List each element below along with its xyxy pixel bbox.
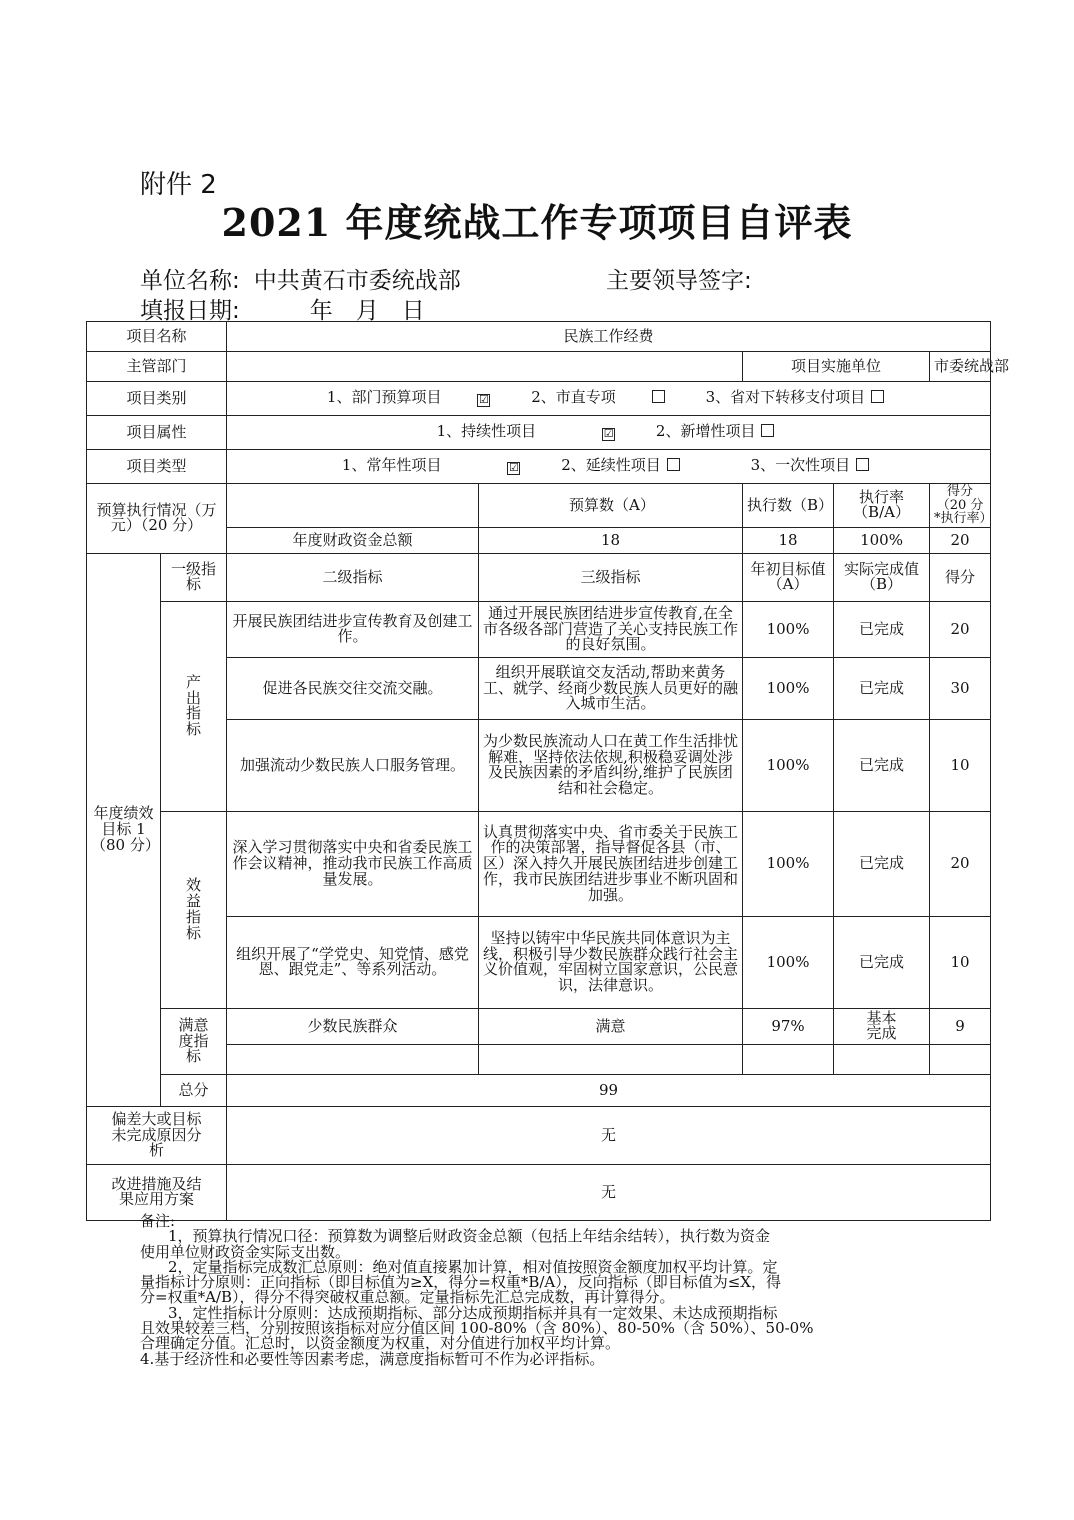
level2-cell: 深入学习贯彻落实中央和省委民族工作会议精神，推动我市民族工作高质量发展。 bbox=[227, 811, 479, 916]
remarks-heading: 备注: bbox=[140, 1212, 176, 1230]
table-row bbox=[87, 601, 991, 657]
category-option-3: 3、省对下转移支付项目 bbox=[705, 388, 866, 406]
output-indicator-label: 产出指标 bbox=[161, 601, 227, 811]
improvement-value: 无 bbox=[227, 1164, 991, 1220]
budget-label: 预算执行情况（万元）（20 分） bbox=[87, 484, 227, 554]
category-label: 项目类别 bbox=[87, 382, 227, 416]
score-cell: 10 bbox=[930, 916, 991, 1008]
budget-col-a: 预算数（A） bbox=[479, 484, 743, 528]
remarks bbox=[140, 1214, 940, 1367]
attr-options bbox=[227, 416, 991, 450]
improvement-label: 改进措施及结果应用方案 bbox=[87, 1164, 227, 1220]
date-label: 填报日期: bbox=[140, 298, 240, 324]
checkbox-checked-icon[interactable]: ☑ bbox=[509, 461, 519, 474]
level2-cell: 组织开展了“学党史、知党情、感党恩、跟党走”、等系列活动。 bbox=[227, 916, 479, 1008]
date-value: 年 月 日 bbox=[309, 298, 425, 324]
impl-unit-label: 项目实施单位 bbox=[743, 352, 930, 382]
remarks-line: 3，定性指标计分原则：达成预期指标、部分达成预期指标并具有一定效果、未达成预期指标 bbox=[168, 1303, 778, 1322]
remarks-line: 4.基于经济性和必要性等因素考虑，满意度指标暂可不作为必评指标。 bbox=[140, 1349, 605, 1368]
project-name-value: 民族工作经费 bbox=[227, 322, 991, 352]
header-level2: 二级指标 bbox=[227, 553, 479, 601]
type-options bbox=[227, 450, 991, 484]
attachment-label: 附件 2 bbox=[140, 170, 217, 200]
level2-cell: 促进各民族交往交流交融。 bbox=[227, 657, 479, 719]
actual-cell: 已完成 bbox=[834, 657, 930, 719]
checkbox-empty-icon[interactable] bbox=[871, 390, 884, 403]
level3-cell: 组织开展联谊交友活动,帮助来黄务工、就学、经商少数民族人员更好的融入城市生活。 bbox=[479, 657, 743, 719]
score-cell: 20 bbox=[930, 811, 991, 916]
level3-cell: 坚持以铸牢中华民族共同体意识为主线，积极引导少数民族群众践行社会主义价值观，牢固树立国家意识，公民意识，法律意识。 bbox=[479, 916, 743, 1008]
empty-cell bbox=[479, 1044, 743, 1074]
budget-col-score: 得分（20 分*执行率） bbox=[930, 484, 991, 528]
budget-rate-value: 100% bbox=[834, 527, 930, 553]
attr-option-1: 1、持续性项目 bbox=[436, 422, 537, 440]
actual-cell: 基本完成 bbox=[834, 1008, 930, 1044]
budget-blank bbox=[227, 484, 479, 528]
level2-cell: 加强流动少数民族人口服务管理。 bbox=[227, 719, 479, 811]
level2-cell: 少数民族群众 bbox=[227, 1008, 479, 1044]
unit-value: 中共黄石市委统战部 bbox=[253, 268, 461, 294]
dept-value bbox=[227, 352, 743, 382]
remarks-line: 使用单位财政资金实际支出数。 bbox=[140, 1242, 351, 1261]
benefit-indicator-label: 效益指标 bbox=[161, 811, 227, 1008]
deviation-value: 无 bbox=[227, 1106, 991, 1164]
document-title: 2021 年度统战工作专项项目自评表 bbox=[221, 200, 853, 245]
checkbox-empty-icon[interactable] bbox=[667, 458, 680, 471]
level3-cell: 认真贯彻落实中央、省市委关于民族工作的决策部署，指导督促各县（市、区）深入持久开展民族团结进步创建工作，我市民族团结进步事业不断巩固和加强。 bbox=[479, 811, 743, 916]
level3-cell: 为少数民族流动人口在黄工作生活排忧解难，坚持依法依规,积极稳妥调处涉及民族因素的矛盾纠纷,维护了民族团结和社会稳定。 bbox=[479, 719, 743, 811]
remarks-line: 2，定量指标完成数汇总原则：绝对值直接累加计算，相对值按照资金额度加权平均计算。定 bbox=[168, 1257, 778, 1276]
budget-col-rate: 执行率（B/A） bbox=[834, 484, 930, 528]
header-actual: 实际完成值（B） bbox=[834, 553, 930, 601]
level2-cell: 开展民族团结进步宣传教育及创建工作。 bbox=[227, 601, 479, 657]
category-options bbox=[227, 382, 991, 416]
checkbox-empty-icon[interactable] bbox=[856, 458, 869, 471]
empty-cell bbox=[227, 1044, 479, 1074]
empty-cell bbox=[930, 1044, 991, 1074]
total-label: 总分 bbox=[161, 1074, 227, 1106]
target-cell: 100% bbox=[743, 657, 834, 719]
satisfaction-indicator-label: 满意度指标 bbox=[161, 1008, 227, 1074]
type-label: 项目类型 bbox=[87, 450, 227, 484]
empty-cell bbox=[743, 1044, 834, 1074]
header-level3: 三级指标 bbox=[479, 553, 743, 601]
remarks-line: 1，预算执行情况口径：预算数为调整后财政资金总额（包括上年结余结转），执行数为资金 bbox=[168, 1227, 771, 1246]
level3-cell: 满意 bbox=[479, 1008, 743, 1044]
type-option-1: 1、常年性项目 bbox=[341, 456, 442, 474]
score-cell: 20 bbox=[930, 601, 991, 657]
impl-unit-value: 市委统战部 bbox=[930, 352, 991, 382]
budget-a-value: 18 bbox=[479, 527, 743, 553]
type-option-3: 3、一次性项目 bbox=[750, 456, 851, 474]
target-cell: 100% bbox=[743, 601, 834, 657]
remarks-line: 且效果较差三档，分别按照该指标对应分值区间 100-80%（含 80%）、80-50%（含 50%）、50-0% bbox=[140, 1319, 814, 1338]
level3-cell: 通过开展民族团结进步宣传教育,在全市各级各部门营造了关心支持民族工作的良好氛围。 bbox=[479, 601, 743, 657]
score-cell: 9 bbox=[930, 1008, 991, 1044]
attr-option-2: 2、新增性项目 bbox=[655, 422, 756, 440]
dept-label: 主管部门 bbox=[87, 352, 227, 382]
checkbox-checked-icon[interactable]: ☑ bbox=[603, 427, 614, 440]
header-level1: 一级指标 bbox=[161, 553, 227, 601]
remarks-line: 合理确定分值。汇总时，以资金额度为权重，对分值进行加权平均计算。 bbox=[140, 1334, 621, 1353]
actual-cell: 已完成 bbox=[834, 601, 930, 657]
empty-cell bbox=[834, 1044, 930, 1074]
target-cell: 97% bbox=[743, 1008, 834, 1044]
table-row bbox=[87, 811, 991, 916]
target-cell: 100% bbox=[743, 719, 834, 811]
target-cell: 100% bbox=[743, 811, 834, 916]
perf-group-label: 年度绩效目标 1（80 分） bbox=[87, 553, 161, 1106]
actual-cell: 已完成 bbox=[834, 719, 930, 811]
header-target: 年初目标值（A） bbox=[743, 553, 834, 601]
category-option-1: 1、部门预算项目 bbox=[326, 388, 442, 406]
score-cell: 10 bbox=[930, 719, 991, 811]
budget-col-b: 执行数（B） bbox=[743, 484, 834, 528]
budget-b-value: 18 bbox=[743, 527, 834, 553]
actual-cell: 已完成 bbox=[834, 916, 930, 1008]
checkbox-empty-icon[interactable] bbox=[652, 390, 665, 403]
checkbox-checked-icon[interactable]: ☑ bbox=[479, 393, 489, 406]
header-score: 得分 bbox=[930, 553, 991, 601]
leader-signature-label: 主要领导签字: bbox=[606, 268, 752, 294]
budget-score-value: 20 bbox=[930, 527, 991, 553]
remarks-line: 量指标计分原则：正向指标（即目标值为≥X，得分=权重*B/A），反向指标（即目标值为≤X，得 bbox=[140, 1273, 781, 1292]
target-cell: 100% bbox=[743, 916, 834, 1008]
remarks-line: 分=权重*A/B），得分不得突破权重总额。定量指标先汇总完成数，再计算得分。 bbox=[140, 1288, 675, 1307]
checkbox-empty-icon[interactable] bbox=[761, 424, 774, 437]
deviation-label: 偏差大或目标未完成原因分析 bbox=[87, 1106, 227, 1164]
type-option-2: 2、延续性项目 bbox=[561, 456, 661, 474]
table-row bbox=[87, 1008, 991, 1044]
budget-row-label: 年度财政资金总额 bbox=[227, 527, 479, 553]
category-option-2: 2、市直专项 bbox=[531, 388, 616, 406]
actual-cell: 已完成 bbox=[834, 811, 930, 916]
attr-label: 项目属性 bbox=[87, 416, 227, 450]
project-name-label: 项目名称 bbox=[87, 322, 227, 352]
score-cell: 30 bbox=[930, 657, 991, 719]
unit-label: 单位名称: bbox=[140, 268, 240, 294]
unit-name-line bbox=[140, 262, 461, 295]
total-value: 99 bbox=[227, 1074, 991, 1106]
self-evaluation-table bbox=[86, 321, 1010, 1221]
